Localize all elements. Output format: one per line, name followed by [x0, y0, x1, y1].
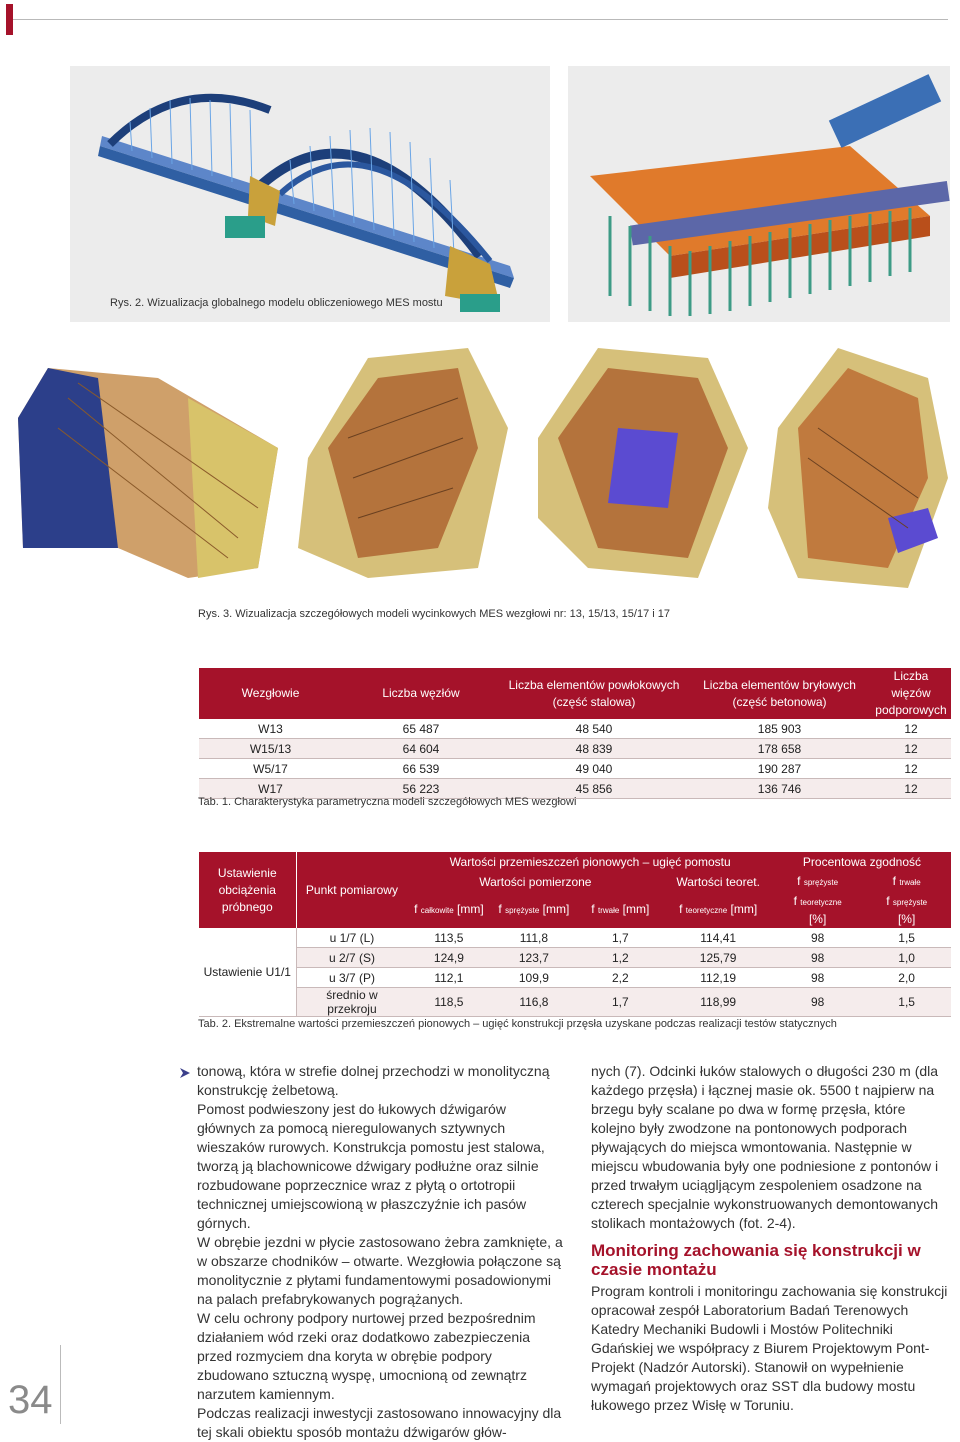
accent-mark — [6, 4, 13, 35]
table-row — [199, 759, 951, 779]
table-cell: 1,5 — [862, 928, 951, 948]
table-cell: 116,8 — [490, 988, 577, 1017]
table-cell: 65 487 — [342, 719, 500, 739]
table-cell: 190 287 — [688, 759, 871, 779]
t2-header-measured: Wartości pomierzone — [407, 872, 663, 892]
paragraph: tonową, która w strefie dolnej przechodzi w monolityczną konstrukcję żelbetową. — [197, 1063, 550, 1098]
table-row — [199, 948, 951, 968]
table-cell: 12 — [871, 719, 951, 739]
table-row — [199, 719, 951, 739]
figure-detail-models — [8, 338, 956, 588]
t2-setting-cell: Ustawienie U1/1 — [199, 928, 296, 1017]
table2-caption: Tab. 2. Ekstremalne wartości przemieszczeń pionowych – ugięć konstrukcji przęsła uzyskane podczas realizacji testów statycznych — [198, 1018, 837, 1030]
table-cell: u 2/7 (S) — [296, 948, 407, 968]
table-cell: 114,41 — [663, 928, 773, 948]
table-cell: 98 — [773, 928, 862, 948]
table-row — [199, 968, 951, 988]
table-cell: 98 — [773, 948, 862, 968]
table-cell: 136 746 — [688, 779, 871, 799]
t2-header-theoretical: Wartości teoret. — [663, 872, 773, 892]
table-cell: 49 040 — [500, 759, 688, 779]
paragraph: nych (7). Odcinki łuków stalowych o długości 230 m (dla każdego przęsła) i łącznej masie ok. 5500 t najpierw na brzegu były scalane po dwa w formę przęsła, które kolejno były zwodzone na pontonowych podporach pływających do miejsca wmontowania. Następnie w miejscu wbudowania były one podniesione z pontonów i przed trwałym uciągljącym zespoleniem osadzone na czterech specjalnie wykonstruowanych demontowanych stolikach montażowych (fot. 2-4). — [591, 1063, 939, 1231]
header-rule — [0, 0, 960, 40]
figure1-caption: Rys. 2. Wizualizacja globalnego modelu obliczeniowego MES mostu — [110, 297, 443, 309]
t2-header-pct-spr: f sprężyste — [773, 872, 862, 892]
table-cell: 118,99 — [663, 988, 773, 1017]
t2-header-pct-unit-2: f sprężyste [%] — [862, 892, 951, 928]
table-cell: 118,5 — [407, 988, 490, 1017]
table-cell: 56 223 — [342, 779, 500, 799]
t1-header-wezglowie: Wezgłowie — [199, 668, 342, 719]
table-cell: 64 604 — [342, 739, 500, 759]
table-cell: 124,9 — [407, 948, 490, 968]
table-cell: 12 — [871, 759, 951, 779]
table-cell: 185 903 — [688, 719, 871, 739]
table-cell: 123,7 — [490, 948, 577, 968]
t2-header-point: Punkt pomiarowy — [296, 852, 407, 928]
table-cell: W17 — [199, 779, 342, 799]
table-model-parameters — [199, 668, 951, 799]
paragraph: Podczas realizacji inwestycji zastosowano innowacyjny dla tej skali obiektu sposób montażu dźwigarów głów- — [197, 1405, 562, 1440]
continuation-arrow-icon — [178, 1066, 192, 1085]
t1-header-shell: Liczba elementów powłokowych (część stalowa) — [500, 668, 688, 719]
table-cell: 2,2 — [577, 968, 663, 988]
right-column — [591, 1062, 951, 1415]
table-cell: 1,2 — [577, 948, 663, 968]
table1-caption: Tab. 1. Charakterystyka parametryczna modeli szczegółowych MES wezgłowi — [198, 796, 577, 808]
table-cell: 1,5 — [862, 988, 951, 1017]
table-cell: 109,9 — [490, 968, 577, 988]
section-heading: Monitoring zachowania się konstrukcji w czasie montażu — [591, 1241, 921, 1279]
figure2-caption: Rys. 3. Wizualizacja szczegółowych modeli wycinkowych MES wezgłowi nr: 13, 15/13, 15/17 i 17 — [198, 608, 670, 620]
t2-header-pct-unit-1: f teoretyczne [%] — [773, 892, 862, 928]
t2-header-f-spr: f sprężyste [mm] — [490, 892, 577, 928]
table-deflections — [199, 852, 951, 1017]
table-cell: u 3/7 (P) — [296, 968, 407, 988]
t2-header-f-teor: f teoretyczne [mm] — [663, 892, 773, 928]
table-cell: 111,8 — [490, 928, 577, 948]
table-cell: 178 658 — [688, 739, 871, 759]
page-number-rule — [60, 1345, 61, 1424]
table-cell: 1,0 — [862, 948, 951, 968]
table-cell: 112,19 — [663, 968, 773, 988]
paragraph: W celu ochrony podpory nurtowej przed bezpośrednim działaniem wód rzeki oraz dodatkowo zabezpieczenia przed rozmyciem dna koryta w obrębie podpory zbudowano sztuczną wyspę, umocnioną od zewnątrz narzutem kamiennym. — [197, 1310, 536, 1402]
table-cell: 112,1 — [407, 968, 490, 988]
table-cell: 113,5 — [407, 928, 490, 948]
table-cell: 2,0 — [862, 968, 951, 988]
figure-global-model — [70, 66, 950, 322]
table-cell: 12 — [871, 739, 951, 759]
table-cell: 125,79 — [663, 948, 773, 968]
paragraph: Pomost podwieszony jest do łukowych dźwigarów głównych za pomocą nieregulowanych sztywnych wieszaków rurowych. Konstrukcja pomostu jest stalowa, tworzą ją blachownicowe dźwigary podłużne oraz silnie rozbudowane poprzecznice wraz z płytą o ortotropii technicznej umiejscowioną w płaszczyźnie ich pasów górnych. — [197, 1101, 545, 1231]
table-cell: 66 539 — [342, 759, 500, 779]
table-cell: 48 540 — [500, 719, 688, 739]
page-number: 34 — [8, 1378, 53, 1422]
t2-header-pct-trw: f trwałe — [862, 872, 951, 892]
table-cell: u 1/7 (L) — [296, 928, 407, 948]
t2-header-f-calk: f całkowite [mm] — [407, 892, 490, 928]
table-cell: 1,7 — [577, 988, 663, 1017]
table-cell: średnio w przekroju — [296, 988, 407, 1017]
t1-header-supports: Liczba więzów podporowych — [871, 668, 951, 719]
table-row — [199, 928, 951, 948]
bridge-model-image — [70, 66, 950, 322]
table-cell: 98 — [773, 988, 862, 1017]
table-cell: 45 856 — [500, 779, 688, 799]
left-column — [197, 1062, 567, 1442]
table-cell: 98 — [773, 968, 862, 988]
t2-header-setting: Ustawienie obciążenia próbnego — [199, 852, 296, 928]
table-row — [199, 988, 951, 1017]
t2-header-f-trw: f trwałe [mm] — [577, 892, 663, 928]
paragraph: Program kontroli i monitoringu zachowania się konstrukcji opracował zespół Laboratorium Badań Terenowych Katedry Mechaniki Budowli i Mostów Politechniki Gdańskiej we współpracy z Biurem Projektowym Pont-Projekt (Nadzór Autorski). Stanowił on wypełnienie wymagań projektowych oraz SST dla budowy mostu łukowego przez Wisłę w Toruniu. — [591, 1283, 948, 1413]
t1-header-nodes: Liczba węzłów — [342, 668, 500, 719]
detail-models-image — [8, 338, 956, 588]
table-cell: 1,7 — [577, 928, 663, 948]
table-cell: 48 839 — [500, 739, 688, 759]
t2-header-values: Wartości przemieszczeń pionowych – ugięć pomostu — [407, 852, 773, 872]
t2-header-percent: Procentowa zgodność — [773, 852, 951, 872]
table-cell: 12 — [871, 779, 951, 799]
header-line — [13, 19, 948, 20]
paragraph: W obrębie jezdni w płycie zastosowano żebra zamknięte, a w obszarze chodników – otwarte. Wezgłowia połączone są monolitycznie z płytami fundamentowymi posadowionymi na palach prefabrykowanych pogrążanych. — [197, 1234, 563, 1307]
table-cell: W13 — [199, 719, 342, 739]
t1-header-solid: Liczba elementów bryłowych (część betonowa) — [688, 668, 871, 719]
table-row — [199, 739, 951, 759]
table-cell: W15/13 — [199, 739, 342, 759]
table-cell: W5/17 — [199, 759, 342, 779]
